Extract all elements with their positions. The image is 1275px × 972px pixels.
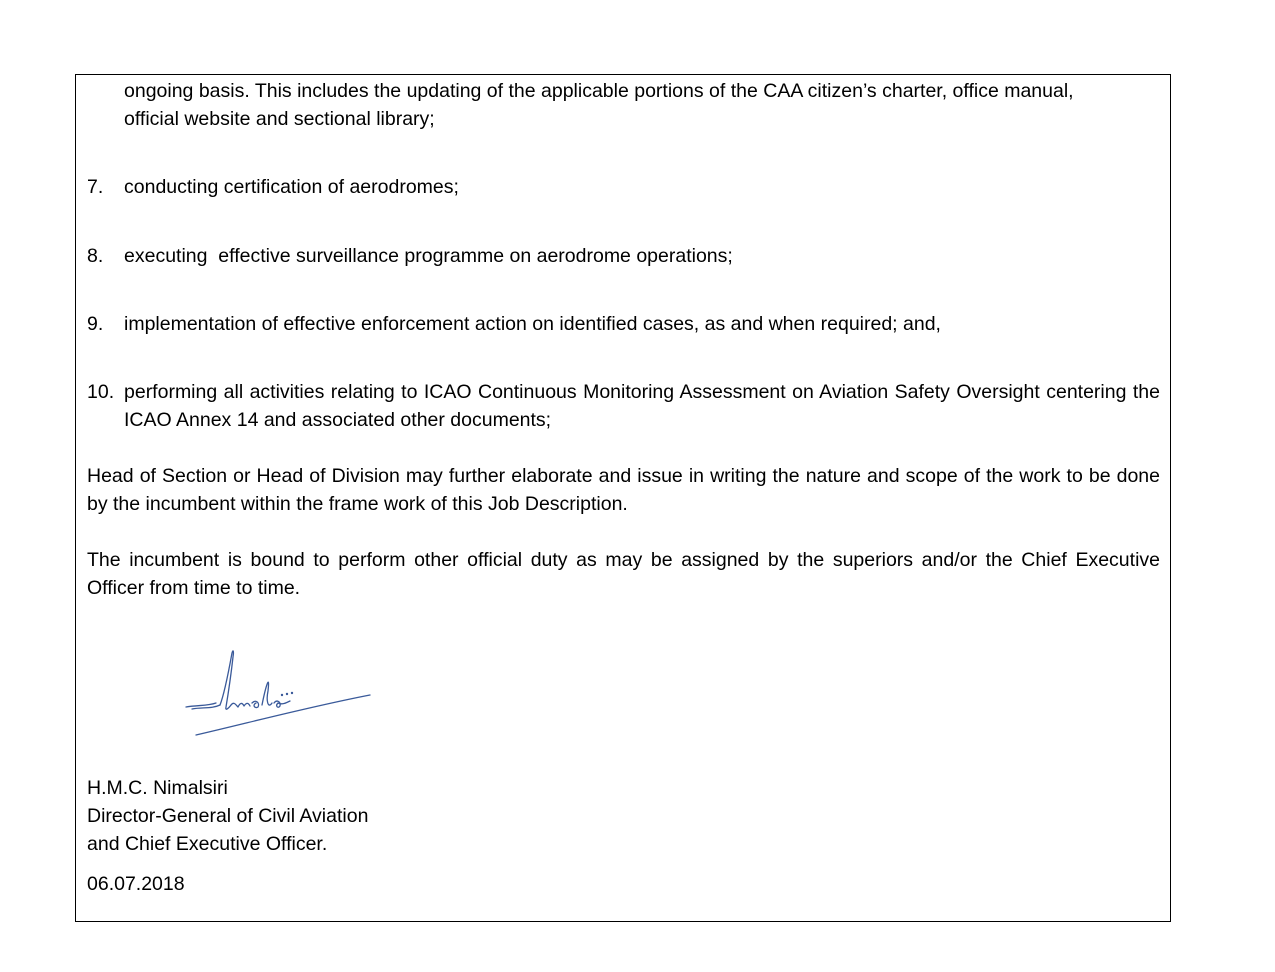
paragraph-incumbent-duty: The incumbent is bound to perform other official duty as may be assigned by the superiors and/or the Chief Executive Officer from time to time. — [87, 549, 1160, 599]
list-item-number-7: 7. — [87, 176, 104, 198]
signatory-block — [87, 774, 368, 858]
continuation-line-1: ongoing basis. This includes the updating of the applicable portions of the CAA citizen’s charter, office manual, — [124, 80, 1074, 102]
list-item-text-7: conducting certification of aerodromes; — [124, 176, 459, 198]
list-item-number-9: 9. — [87, 313, 104, 335]
handwritten-signature — [178, 645, 378, 745]
list-item-text-8: executing effective surveillance programme on aerodrome operations; — [124, 245, 733, 267]
list-item-text-9: implementation of effective enforcement action on identified cases, as and when required; and, — [124, 313, 941, 335]
continuation-line-2: official website and sectional library; — [124, 108, 435, 130]
list-item-text-10: performing all activities relating to ICAO Continuous Monitoring Assessment on Aviation Safety Oversight centering the ICAO Annex 14 and associated other documents; — [124, 381, 1160, 431]
paragraph-head-of-section: Head of Section or Head of Division may further elaborate and issue in writing the nature and scope of the work to be done by the incumbent within the frame work of this Job Description. — [87, 465, 1160, 515]
signatory-title-line-1: Director-General of Civil Aviation — [87, 805, 369, 827]
document-date: 06.07.2018 — [87, 873, 185, 895]
signatory-name: H.M.C. Nimalsiri — [87, 777, 228, 799]
signatory-title-line-2: and Chief Executive Officer. — [87, 833, 328, 855]
continuation-text — [124, 77, 1160, 133]
list-item-number-10: 10. — [87, 381, 115, 403]
list-item-number-8: 8. — [87, 245, 104, 267]
